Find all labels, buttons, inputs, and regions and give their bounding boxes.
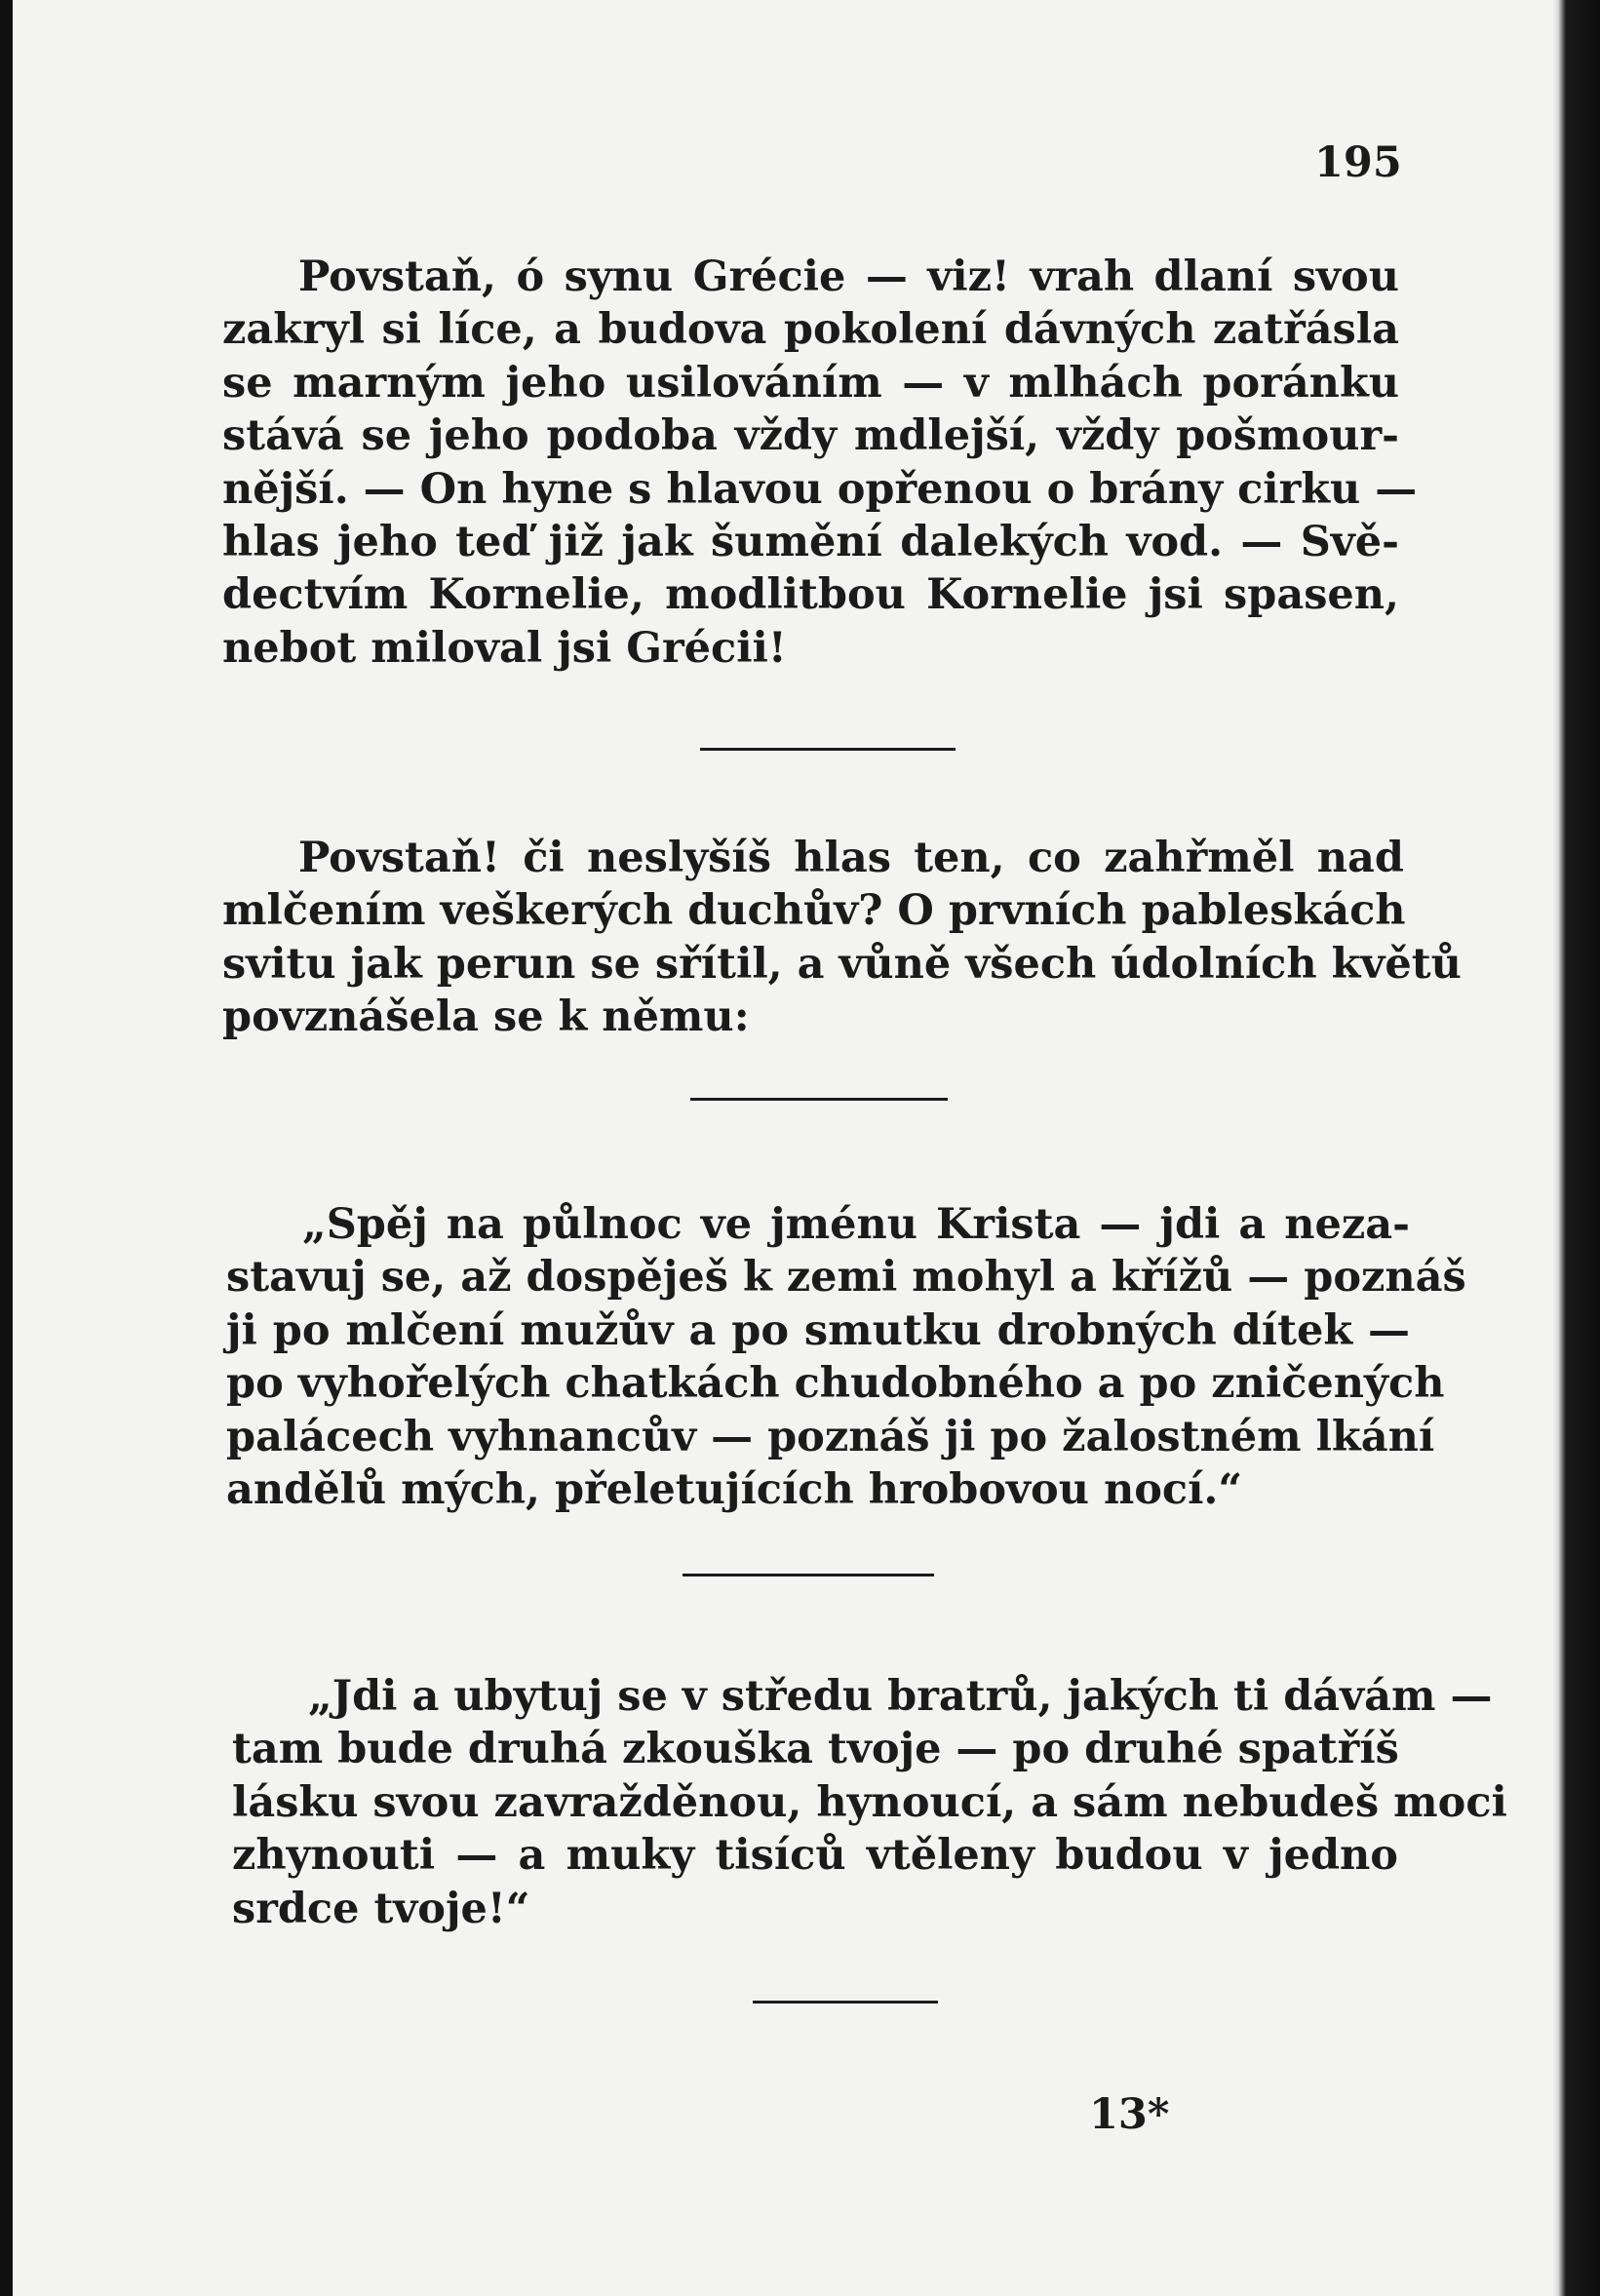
text-line: svitu jak perun se sřítil, a vůně všech údolních květů	[222, 939, 1462, 989]
text-line: po vyhořelých chatkách chudobného a po zničených	[226, 1359, 1445, 1409]
paragraph-1	[222, 251, 1418, 675]
text-line: povznášela se k němu:	[222, 992, 750, 1042]
paragraph-2	[222, 832, 1462, 1044]
text-line: „Jdi a ubytuj se v středu bratrů, jakých ti dávám —	[308, 1672, 1493, 1721]
signature-mark: 13*	[1089, 2090, 1170, 2139]
text-line: nebot miloval jsi Grécii!	[222, 623, 787, 673]
text-line: zakryl si líce, a budova pokolení dávných zatřásla	[222, 305, 1399, 355]
section-divider	[700, 748, 956, 751]
text-line: ji po mlčení mužův a po smutku drobných dítek —	[226, 1305, 1410, 1355]
section-divider	[753, 2001, 938, 2004]
text-line: zhynouti — a muky tisíců vtěleny budou v jedno	[232, 1831, 1398, 1881]
text-line: dectvím Kornelie, modlitbou Kornelie jsi spasen,	[222, 570, 1399, 620]
scan-left-edge	[0, 0, 13, 2296]
text-line: Povstaň, ó synu Grécie — viz! vrah dlaní svou	[298, 253, 1399, 301]
text-line: palácech vyhnancův — poznáš ji po žalostném lkání	[226, 1412, 1435, 1461]
text-line: stává se jeho podoba vždy mdlejší, vždy pošmour-	[222, 411, 1399, 461]
text-line: mlčením veškerých duchův? O prvních pableskách	[222, 886, 1406, 936]
text-line: tam bude druhá zkouška tvoje — po druhé spatříš	[232, 1725, 1399, 1774]
section-divider	[690, 1098, 948, 1101]
text-line: hlas jeho teď již jak šumění dalekých vod. — Svě-	[222, 518, 1399, 567]
paragraph-3	[226, 1198, 1466, 1516]
text-line: Povstaň! či neslyšíš hlas ten, co zahřměl nad	[298, 834, 1404, 882]
text-line: srdce tvoje!“	[232, 1884, 530, 1933]
text-line: se marným jeho usilováním — v mlhách poránku	[222, 358, 1399, 408]
text-line: andělů mých, přeletujících hrobovou nocí.“	[226, 1465, 1243, 1515]
paragraph-4	[232, 1670, 1507, 1935]
text-line: lásku svou zavražděnou, hynoucí, a sám nebudeš moci	[232, 1777, 1507, 1827]
section-divider	[683, 1574, 934, 1576]
text-line: nější. — On hyne s hlavou opřenou o brány cirku —	[222, 464, 1418, 514]
page-number: 195	[1314, 138, 1402, 187]
text-line: stavuj se, až dospěješ k zemi mohyl a křížů — poznáš	[226, 1253, 1466, 1303]
scan-right-edge	[1552, 0, 1600, 2296]
text-line: „Spěj na půlnoc ve jménu Krista — jdi a neza-	[302, 1200, 1410, 1249]
